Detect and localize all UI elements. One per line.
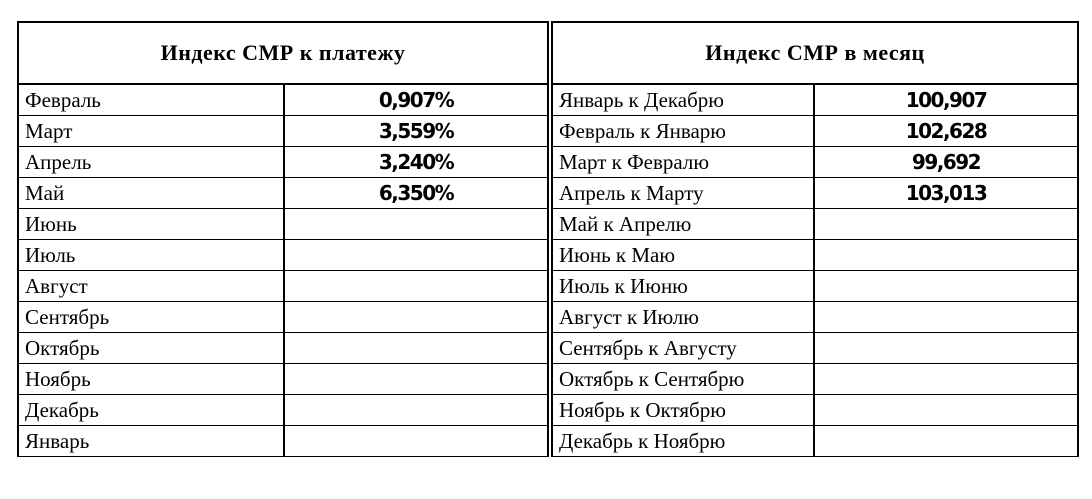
payment-index-value: 3,559% bbox=[284, 116, 548, 147]
table-row bbox=[18, 178, 1078, 209]
month-label: Сентябрь bbox=[18, 302, 284, 333]
table-row bbox=[18, 333, 1078, 364]
month-ratio-label: Август к Июлю bbox=[552, 302, 814, 333]
month-label: Январь bbox=[18, 426, 284, 457]
month-label: Май bbox=[18, 178, 284, 209]
table-body bbox=[18, 22, 1078, 457]
month-ratio-label: Апрель к Марту bbox=[552, 178, 814, 209]
month-label: Март bbox=[18, 116, 284, 147]
month-ratio-label: Март к Февралю bbox=[552, 147, 814, 178]
smr-index-table bbox=[17, 21, 1079, 457]
monthly-index-value bbox=[814, 209, 1078, 240]
payment-index-value: 6,350% bbox=[284, 178, 548, 209]
month-label: Апрель bbox=[18, 147, 284, 178]
month-ratio-label: Февраль к Январю bbox=[552, 116, 814, 147]
header-index-to-payment: Индекс СМР к платежу bbox=[18, 22, 548, 84]
table-row bbox=[18, 426, 1078, 457]
table-row bbox=[18, 364, 1078, 395]
table-row bbox=[18, 147, 1078, 178]
month-ratio-label: Январь к Декабрю bbox=[552, 84, 814, 116]
month-label: Июль bbox=[18, 240, 284, 271]
month-label: Февраль bbox=[18, 84, 284, 116]
payment-index-value: 0,907% bbox=[284, 84, 548, 116]
table-row bbox=[18, 271, 1078, 302]
monthly-index-value bbox=[814, 271, 1078, 302]
payment-index-value bbox=[284, 240, 548, 271]
month-ratio-label: Май к Апрелю bbox=[552, 209, 814, 240]
monthly-index-value: 99,692 bbox=[814, 147, 1078, 178]
payment-index-value bbox=[284, 364, 548, 395]
monthly-index-value bbox=[814, 333, 1078, 364]
month-label: Октябрь bbox=[18, 333, 284, 364]
table-row bbox=[18, 240, 1078, 271]
monthly-index-value bbox=[814, 302, 1078, 333]
month-ratio-label: Сентябрь к Августу bbox=[552, 333, 814, 364]
table-row bbox=[18, 209, 1078, 240]
table-row bbox=[18, 302, 1078, 333]
monthly-index-value: 103,013 bbox=[814, 178, 1078, 209]
monthly-index-value bbox=[814, 364, 1078, 395]
month-ratio-label: Июнь к Маю bbox=[552, 240, 814, 271]
monthly-index-value: 102,628 bbox=[814, 116, 1078, 147]
payment-index-value bbox=[284, 333, 548, 364]
payment-index-value bbox=[284, 395, 548, 426]
payment-index-value bbox=[284, 209, 548, 240]
payment-index-value: 3,240% bbox=[284, 147, 548, 178]
month-label: Август bbox=[18, 271, 284, 302]
payment-index-value bbox=[284, 271, 548, 302]
monthly-index-value bbox=[814, 426, 1078, 457]
monthly-index-value bbox=[814, 395, 1078, 426]
payment-index-value bbox=[284, 302, 548, 333]
table-row bbox=[18, 84, 1078, 116]
month-label: Ноябрь bbox=[18, 364, 284, 395]
table-row bbox=[18, 116, 1078, 147]
monthly-index-value bbox=[814, 240, 1078, 271]
month-ratio-label: Октябрь к Сентябрю bbox=[552, 364, 814, 395]
month-ratio-label: Декабрь к Ноябрю bbox=[552, 426, 814, 457]
header-row bbox=[18, 22, 1078, 84]
month-ratio-label: Ноябрь к Октябрю bbox=[552, 395, 814, 426]
table-row bbox=[18, 395, 1078, 426]
month-label: Июнь bbox=[18, 209, 284, 240]
month-label: Декабрь bbox=[18, 395, 284, 426]
month-ratio-label: Июль к Июню bbox=[552, 271, 814, 302]
monthly-index-value: 100,907 bbox=[814, 84, 1078, 116]
header-index-per-month: Индекс СМР в месяц bbox=[552, 22, 1078, 84]
payment-index-value bbox=[284, 426, 548, 457]
